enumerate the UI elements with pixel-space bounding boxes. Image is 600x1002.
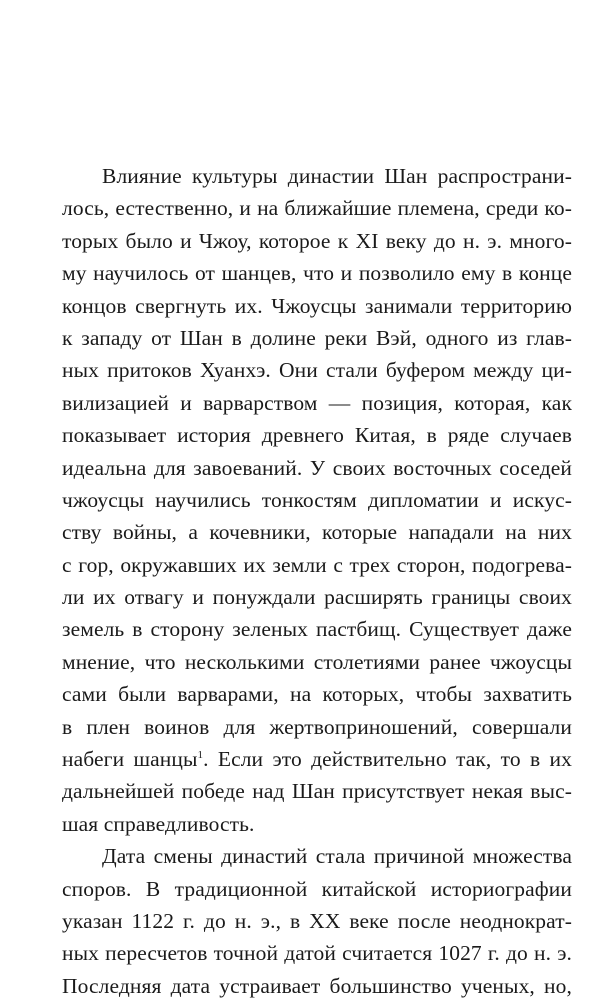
text-line: Влияние культуры династии Шан распространи- (102, 164, 572, 188)
footnote-marker[interactable]: 1 (197, 748, 204, 761)
text-line: споров. В традиционной китайской историографии (62, 876, 572, 901)
text-fragment: . Если это действительно так, то в их (203, 747, 572, 772)
text-line: ству войны, а кочевники, которые нападали на них (62, 520, 572, 545)
text-line: земель в сторону зеленых пастбищ. Существует даже (62, 617, 572, 642)
text-line-with-footnote (62, 743, 572, 775)
text-line: торых было и Чжоу, которое к XI веку до н. э. много- (62, 228, 572, 253)
text-fragment: набеги шанцы (62, 747, 198, 772)
paragraph-dynasty-date (62, 840, 572, 1002)
text-line: ных притоков Хуанхэ. Они стали буфером между ци- (62, 358, 572, 383)
text-line: мнение, что несколькими столетиями ранее чжоусцы (62, 649, 572, 674)
text-line: му научилось от шанцев, что и позволило ему в конце (62, 261, 572, 286)
text-line: к западу от Шан в долине реки Вэй, одного из глав- (62, 325, 572, 350)
text-line: шая справедливость. (62, 811, 255, 836)
text-line: вилизацией и варварством — позиция, которая, как (62, 390, 572, 415)
text-line: дальнейшей победе над Шан присутствует некая выс- (62, 779, 572, 804)
text-line: в плен воинов для жертвоприношений, совершали (62, 714, 572, 739)
text-line: концов свергнуть их. Чжоусцы занимали территорию (62, 293, 572, 318)
paragraph-shang-influence (62, 160, 572, 840)
body-text (62, 160, 572, 1002)
text-line: указан 1122 г. до н. э., в XX веке после неоднократ- (62, 908, 572, 933)
text-line: Последняя дата устраивает большинство ученых, но, (62, 973, 572, 998)
text-line: показывает история древнего Китая, в ряде случаев (62, 423, 572, 448)
text-line: сами были варварами, на которых, чтобы захватить (62, 682, 572, 707)
text-line: Дата смены династий стала причиной множества (102, 844, 572, 869)
text-line: с гор, окружавших их земли с трех сторон, подогрева- (62, 552, 572, 577)
text-line: ных пересчетов точной датой считается 1027 г. до н. э. (62, 941, 572, 966)
text-line: идеальна для завоеваний. У своих восточных соседей (62, 455, 572, 480)
text-line: лось, естественно, и на ближайшие племена, среди ко- (62, 196, 572, 221)
text-line: чжоусцы научились тонкостям дипломатии и искус- (62, 487, 572, 512)
text-line: ли их отвагу и понуждали расширять границы своих (62, 585, 572, 610)
